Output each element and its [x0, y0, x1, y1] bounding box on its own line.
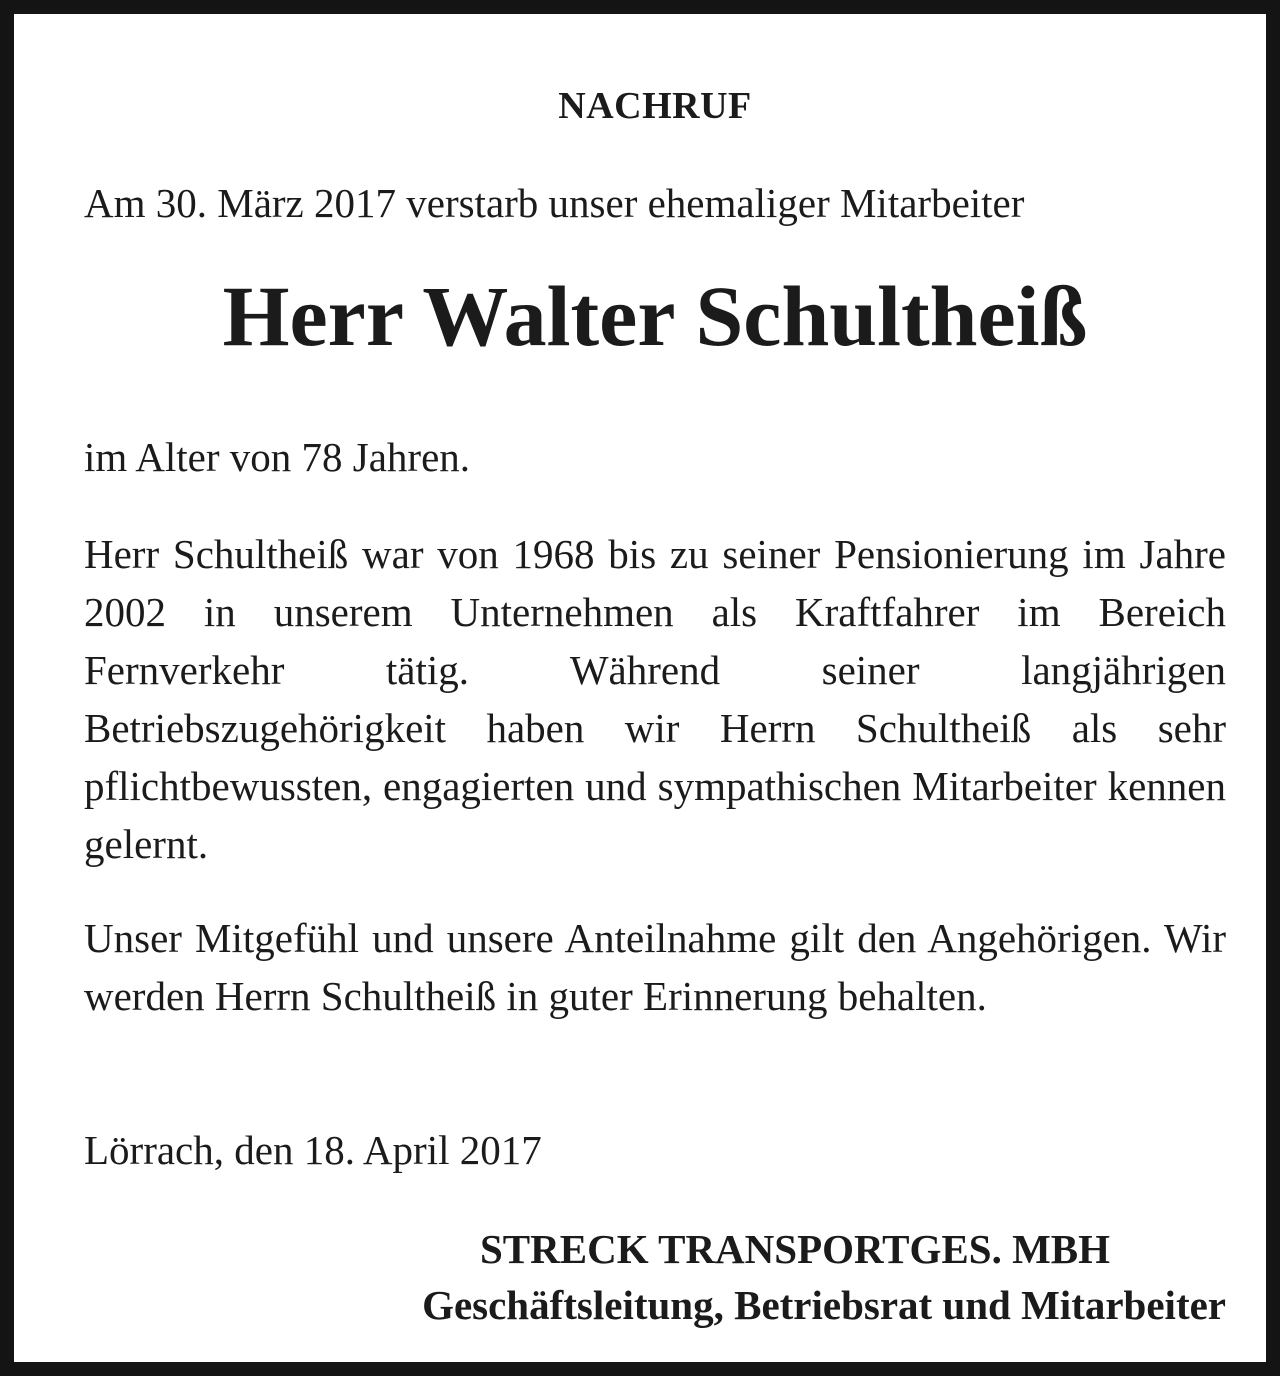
intro-line: Am 30. März 2017 verstarb unser ehemaliger Mitarbeiter — [84, 180, 1025, 226]
signatories-line: Geschäftsleitung, Betriebsrat und Mitarbeiter — [422, 1282, 1226, 1328]
signature-block — [84, 1221, 1226, 1333]
career-paragraph: Herr Schultheiß war von 1968 bis zu seiner Pensionierung im Jahre 2002 in unserem Unternehmen als Kraftfahrer im Bereich Fernverkehr tätig. Während seiner langjährigen Betriebszugehörigkeit haben wir Herrn Schultheiß als sehr pflichtbewussten, engagierten und sympathischen Mitarbeiter kennen gelernt. — [84, 531, 1226, 867]
place-date-line: Lörrach, den 18. April 2017 — [84, 1127, 542, 1173]
company-name: STRECK TRANSPORTGES. MBH — [479, 1226, 1110, 1272]
obituary-content — [84, 14, 1226, 1390]
deceased-name: Herr Walter Schultheiß — [222, 268, 1088, 364]
age-line: im Alter von 78 Jahren. — [84, 434, 471, 480]
obituary-heading: NACHRUF — [558, 85, 752, 127]
condolence-paragraph: Unser Mitgefühl und unsere Anteilnahme gilt den Angehörigen. Wir werden Herrn Schultheiß in guter Erinnerung behalten. — [84, 915, 1226, 1019]
